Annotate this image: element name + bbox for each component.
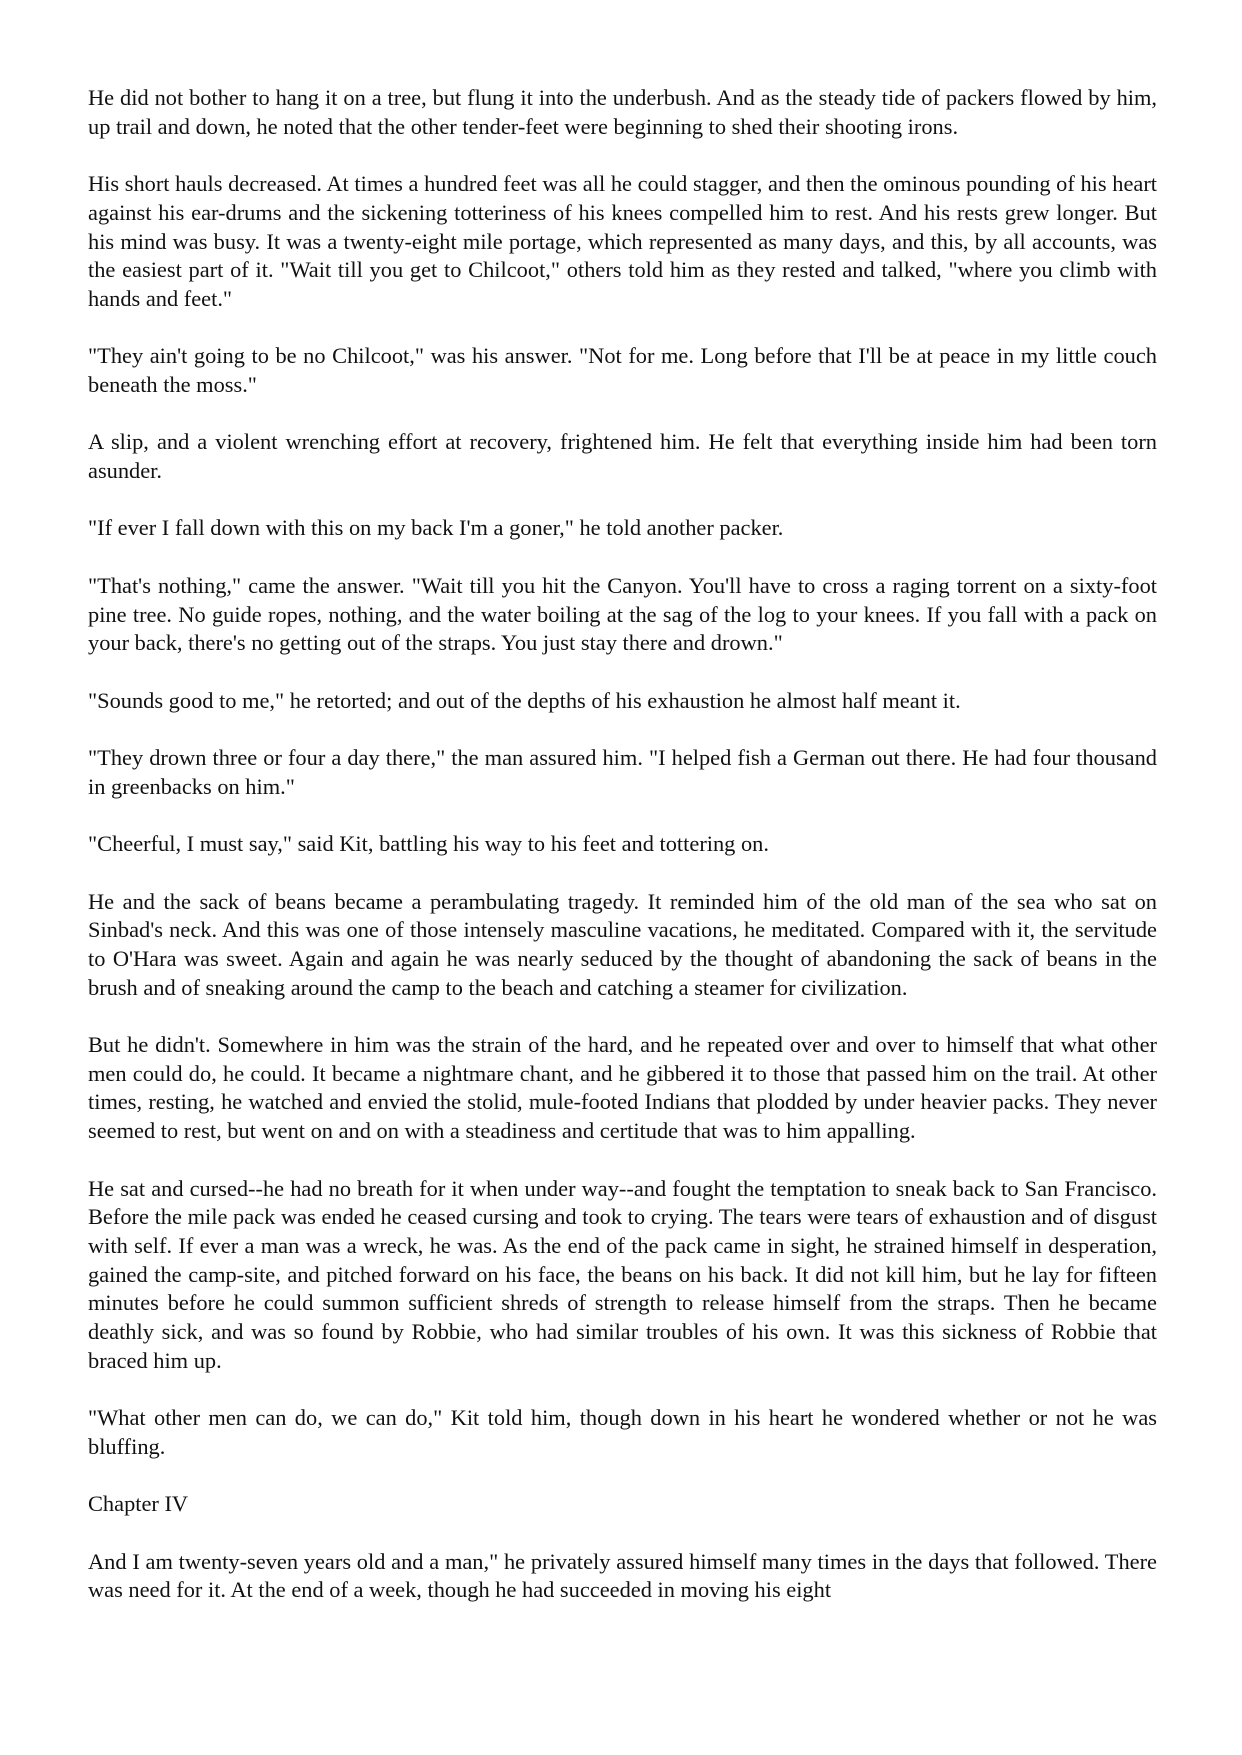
paragraph: He sat and cursed--he had no breath for it when under way--and fought the temptation to sneak back to San Francisco. Before the mile pack was ended he ceased cursing and took to crying. The tears were tears of exhaustion and of disgust with self. If ever a man was a wreck, he was. As the end of the pack came in sight, he strained himself in desperation, gained the camp-site, and pitched forward on his face, the beans on his back. It did not kill him, but he lay for fifteen minutes before he could summon sufficient shreds of strength to release himself from the straps. Then he became deathly sick, and was so found by Robbie, who had similar troubles of his own. It was this sickness of Robbie that braced him up.: [88, 1175, 1157, 1373]
chapter-heading: Chapter IV: [88, 1491, 189, 1517]
paragraph: "Sounds good to me," he retorted; and out of the depths of his exhaustion he almost half meant it.: [88, 687, 961, 713]
paragraph: "They ain't going to be no Chilcoot," was his answer. "Not for me. Long before that I'll be at peace in my little couch beneath the moss.": [88, 343, 1157, 397]
paragraph: He and the sack of beans became a perambulating tragedy. It reminded him of the old man of the sea who sat on Sinbad's neck. And this was one of those intensely masculine vacations, he meditated. Compared with it, the servitude to O'Hara was sweet. Again and again he was nearly seduced by the thought of abandoning the sack of beans in the brush and of sneaking around the camp to the beach and catching a steamer for civilization.: [88, 888, 1157, 1000]
paragraph: His short hauls decreased. At times a hundred feet was all he could stagger, and then the ominous pounding of his heart against his ear-drums and the sickening totteriness of his knees compelled him to rest. And his rests grew longer. But his mind was busy. It was a twenty-eight mile portage, which represented as many days, and this, by all accounts, was the easiest part of it. "Wait till you get to Chilcoot," others told him as they rested and talked, "where you climb with hands and feet.": [88, 171, 1157, 311]
paragraph: "What other men can do, we can do," Kit told him, though down in his heart he wondered whether or not he was bluffing.: [88, 1405, 1157, 1459]
paragraph: But he didn't. Somewhere in him was the strain of the hard, and he repeated over and over to himself that what other men could do, he could. It became a nightmare chant, and he gibbered it to those that passed him on the trail. At other times, resting, he watched and envied the stolid, mule-footed Indians that plodded by under heavier packs. They never seemed to rest, but went on and on with a steadiness and certitude that was to him appalling.: [88, 1032, 1157, 1144]
paragraph: "If ever I fall down with this on my back I'm a goner," he told another packer.: [88, 515, 784, 541]
document-page: [88, 84, 1157, 1605]
paragraph: "Cheerful, I must say," said Kit, battling his way to his feet and tottering on.: [88, 831, 769, 857]
chapter-opening-paragraph: And I am twenty-seven years old and a man," he privately assured himself many times in the days that followed. There was need for it. At the end of a week, though he had succeeded in moving his eight: [88, 1548, 1157, 1603]
paragraph: He did not bother to hang it on a tree, but flung it into the underbush. And as the steady tide of packers flowed by him, up trail and down, he noted that the other tender-feet were beginning to shed their shooting irons.: [88, 85, 1157, 139]
paragraph: "That's nothing," came the answer. "Wait till you hit the Canyon. You'll have to cross a raging torrent on a sixty-foot pine tree. No guide ropes, nothing, and the water boiling at the sag of the log to your knees. If you fall with a pack on your back, there's no getting out of the straps. You just stay there and drown.": [88, 572, 1157, 656]
paragraph: "They drown three or four a day there," the man assured him. "I helped fish a German out there. He had four thousand in greenbacks on him.": [88, 745, 1157, 799]
paragraph: A slip, and a violent wrenching effort at recovery, frightened him. He felt that everything inside him had been torn asunder.: [88, 429, 1157, 484]
